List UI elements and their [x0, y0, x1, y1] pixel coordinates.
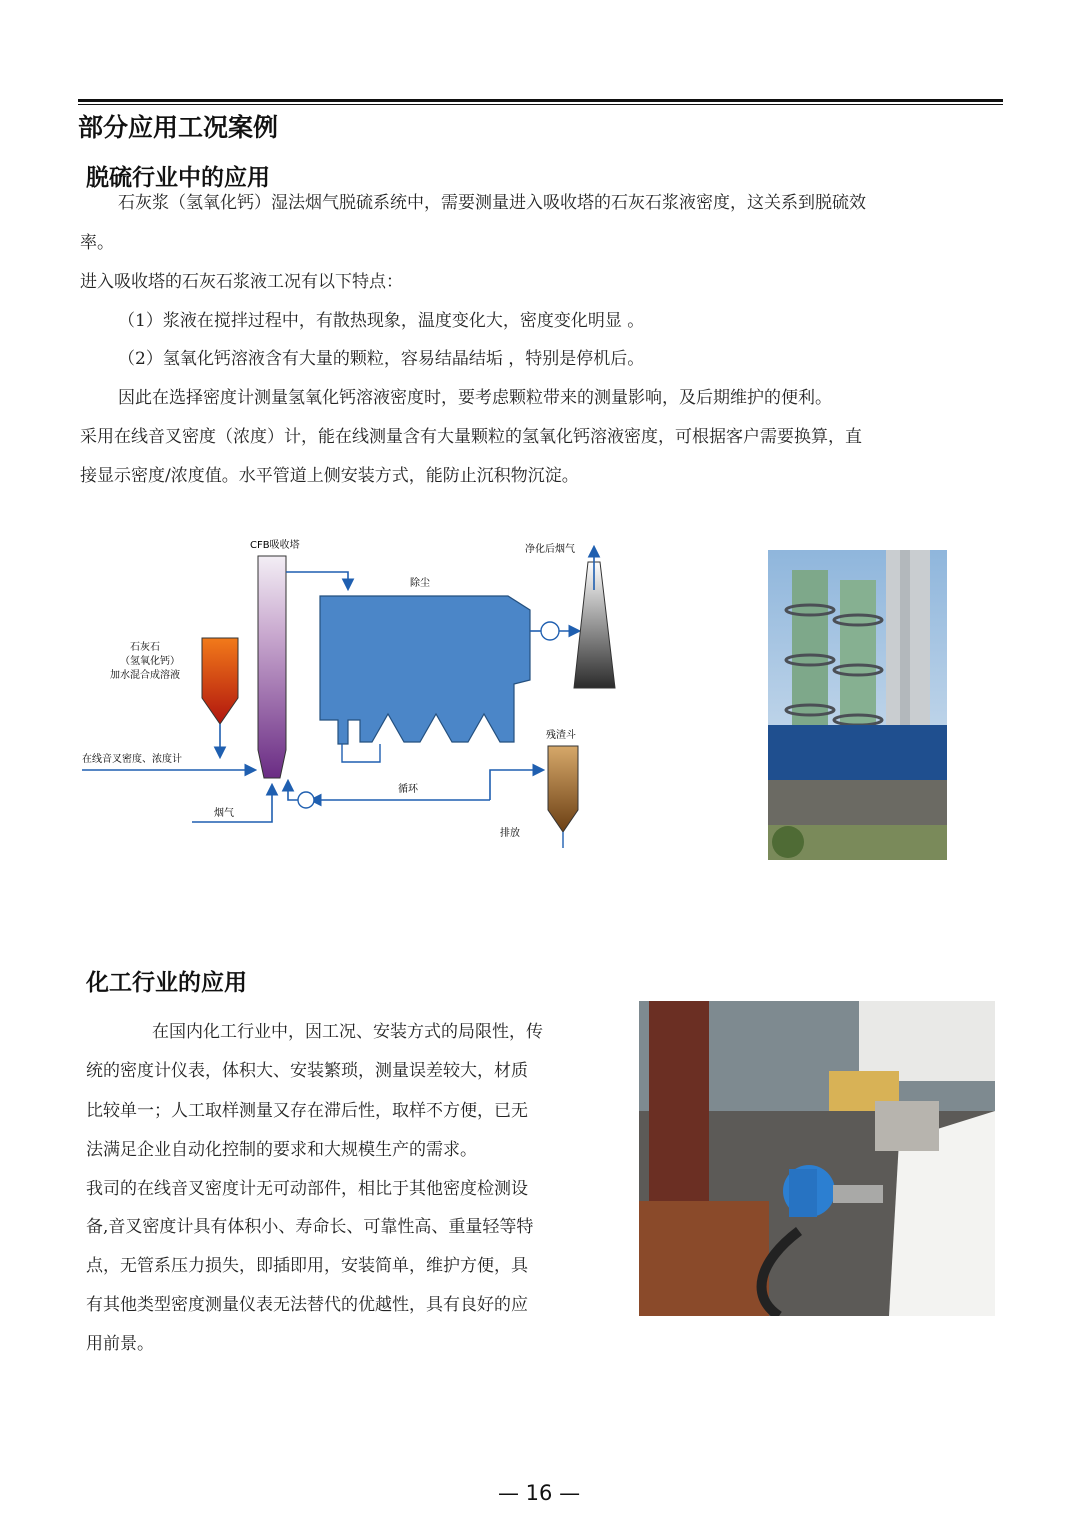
desulfurization-line-3: 进入吸收塔的石灰石浆液工况有以下特点：	[80, 272, 403, 292]
limestone-hopper	[202, 638, 238, 724]
chemical-line-4: 法满足企业自动化控制的要求和大规模生产的需求。	[86, 1140, 477, 1160]
densitometer-installation-photo	[639, 1001, 995, 1316]
flue-gas-label: 烟气	[214, 808, 234, 819]
recirculation-pump-icon	[298, 792, 314, 808]
discharge-label: 排放	[500, 828, 520, 839]
header-rule-thin	[78, 104, 1003, 105]
section-title: 部分应用工况案例	[78, 113, 279, 142]
cycle-label: 循环	[398, 784, 418, 795]
limestone-label-2: （氢氧化钙）	[120, 656, 180, 667]
absorption-tower-photo	[768, 550, 947, 860]
chemical-line-9: 用前景。	[86, 1334, 154, 1354]
chemical-line-8: 有其他类型密度测量仪表无法替代的优越性，具有良好的应	[86, 1295, 528, 1315]
dust-collector	[320, 596, 530, 744]
desulfurization-line-6: 因此在选择密度计测量氢氧化钙溶液密度时，要考虑颗粒带来的测量影响，及后期维护的便利。	[118, 388, 832, 408]
clean-gas-label: 净化后烟气	[525, 544, 575, 555]
header-rule-thick	[78, 99, 1003, 102]
desulfurization-line-2: 率。	[80, 233, 114, 253]
desulfurization-line-7: 采用在线音叉密度（浓度）计，能在线测量含有大量颗粒的氢氧化钙溶液密度，可根据客户需要换算，直	[80, 427, 862, 447]
dust-label: 除尘	[410, 578, 430, 589]
desulfurization-line-8: 接显示密度/浓度值。水平管道上侧安装方式，能防止沉积物沉淀。	[80, 466, 579, 486]
limestone-label-1: 石灰石	[130, 642, 160, 653]
meter-label: 在线音叉密度、浓度计	[82, 754, 182, 765]
page-number: — 16 —	[498, 1481, 581, 1505]
pump-to-tower-line	[288, 782, 298, 800]
desulfurization-line-1: 石灰浆（氢氧化钙）湿法烟气脱硫系统中，需要测量进入吸收塔的石灰石浆液密度，这关系到脱硫效	[118, 193, 866, 213]
chemical-line-6: 备,音叉密度计具有体积小、寿命长、可靠性高、重量轻等特	[86, 1217, 534, 1237]
recirculation-drop-line	[342, 744, 380, 762]
chemical-heading: 化工行业的应用	[86, 970, 247, 996]
desulfurization-heading: 脱硫行业中的应用	[86, 165, 270, 191]
chemical-line-1: 在国内化工行业中，因工况、安装方式的局限性，传	[152, 1022, 543, 1042]
to-residue-line	[490, 770, 542, 800]
chemical-line-5: 我司的在线音叉密度计无可动部件，相比于其他密度检测设	[86, 1179, 528, 1199]
exhaust-fan-icon	[541, 622, 559, 640]
desulfurization-line-5: （2）氢氧化钙溶液含有大量的颗粒，容易结晶结垢 ，特别是停机后。	[118, 349, 645, 369]
chemical-line-3: 比较单一；人工取样测量又存在滞后性，取样不方便，已无	[86, 1101, 528, 1121]
desulfurization-process-diagram	[80, 530, 640, 860]
tower-to-dust-pipe	[286, 572, 348, 588]
residue-hopper	[548, 746, 578, 832]
limestone-label-3: 加水混合成溶液	[110, 670, 180, 681]
residue-label: 残渣斗	[546, 730, 576, 741]
cfb-absorber-tower	[258, 556, 286, 778]
desulfurization-line-4: （1）浆液在搅拌过程中，有散热现象，温度变化大，密度变化明显 。	[118, 311, 645, 331]
tower-label: CFB吸收塔	[250, 540, 300, 551]
chemical-line-2: 统的密度计仪表，体积大、安装繁琐，测量误差较大，材质	[86, 1061, 528, 1081]
chemical-line-7: 点，无管系压力损失，即插即用，安装简单，维护方便，具	[86, 1256, 528, 1276]
